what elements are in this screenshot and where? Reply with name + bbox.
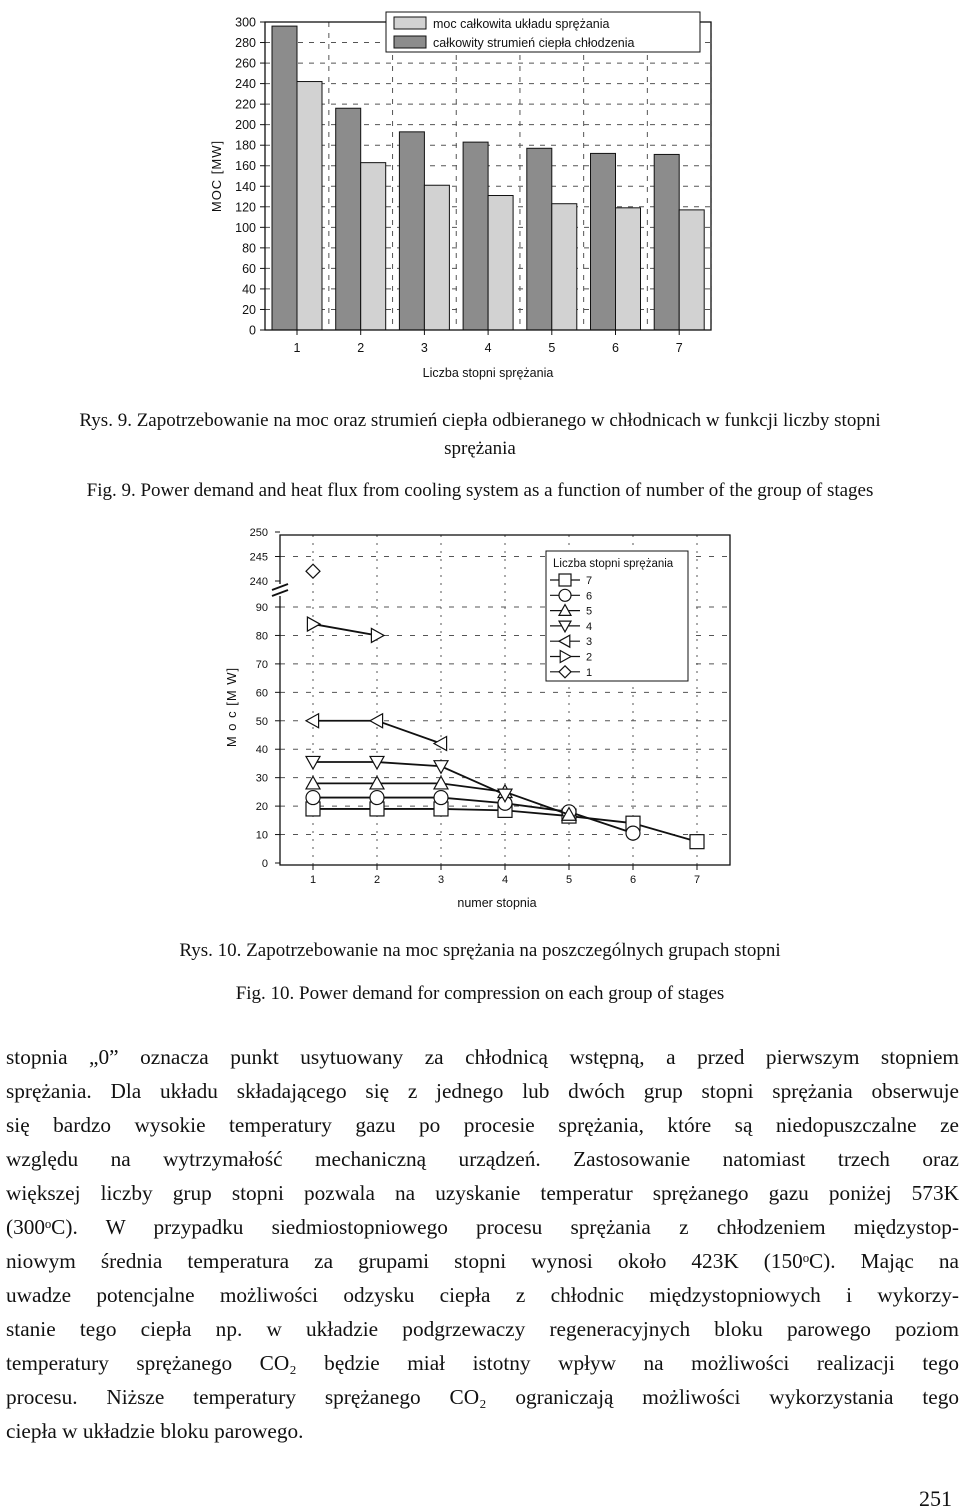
bar [361,163,386,330]
legend-label: 1 [586,666,593,679]
legend-title: Liczba stopni sprężania [553,558,674,570]
x-tick-label: 2 [357,341,365,355]
series-3 [306,714,447,751]
y-tick-label: 120 [235,200,256,215]
y-tick-label: 90 [255,602,268,614]
legend-label: 2 [586,651,593,664]
marker-circle [306,791,320,805]
bar [616,208,641,330]
marker-triangle-left [434,737,447,751]
y-tick-label: 30 [255,772,268,785]
y-tick-label: 70 [255,658,268,671]
y-tick-label: 20 [242,302,256,317]
bar [552,204,577,330]
legend-label: 4 [586,620,593,633]
marker-triangle-down [434,761,448,774]
bar [424,185,449,330]
series-6 [306,791,640,841]
x-tick-label: 4 [484,341,492,355]
body-line: ciepła w układzie bloku parowego. [6,1419,304,1443]
marker-triangle-left [306,714,319,728]
marker-square [559,574,571,586]
figure-10-caption-en: Fig. 10. Power demand for compression on each group of stages [235,983,725,1004]
y-tick-label: 140 [235,179,256,194]
y-tick-label: 40 [242,282,256,297]
x-tick-label: 5 [565,874,573,886]
x-tick-label: 7 [675,341,683,355]
marker-diamond [306,564,320,578]
y-tick-label: 220 [235,97,256,112]
marker-triangle-right [371,628,384,642]
body-line: większej liczby grup stopni pozwala na uzyskanie temperatur sprężanego gazu poniżej 573K [6,1181,959,1205]
x-tick-label: 3 [437,874,445,886]
y-tick-label: 20 [255,801,268,814]
y-tick-label: 160 [235,159,256,174]
x-axis-title: Liczba stopni sprężania [422,366,554,380]
y-tick-label: 100 [235,220,256,235]
series-2 [307,617,384,642]
series-line [313,762,505,795]
bar [488,196,513,330]
y-tick-label: 180 [235,138,256,153]
body-paragraph [6,1040,959,1448]
body-line: niowym średnia temperatura za grupami stopni wynosi około 423K (150ᵒC). Mając na [6,1249,959,1273]
body-line: temperatury sprężanego CO₂ będzie miał istotny wpływ na możliwości realizacji tego [6,1351,959,1375]
bar [591,153,616,330]
bar [679,210,704,330]
legend-label: 6 [586,590,593,603]
body-line: (300ᵒC). W przypadku siedmiostopniowego procesu sprężania z chłodzeniem międzystop- [6,1215,959,1239]
y-tick-label: 280 [235,36,256,51]
y-tick-label: 80 [242,241,256,256]
y-tick-label: 240 [235,77,256,92]
x-tick-label: 1 [309,874,317,886]
marker-circle [559,589,571,601]
y-tick-label: 0 [249,323,256,338]
bar [336,108,361,330]
x-tick-label: 3 [420,341,428,355]
bar [399,132,424,330]
y-tick-label: 250 [249,527,268,539]
y-tick-label: 40 [255,744,268,757]
y-tick-label: 80 [255,630,268,643]
y-axis-title: M o c [M W] [224,666,239,748]
x-tick-label: 4 [501,874,509,886]
y-tick-label: 10 [255,829,268,842]
marker-circle [370,791,384,805]
bar-chart-power-demand [0,0,960,400]
x-tick-label: 6 [612,341,619,355]
legend [546,551,688,681]
y-tick-label: 60 [255,687,268,700]
figure-9-caption-pl-line2: sprężania [444,438,516,459]
marker-circle [626,826,640,840]
bar [297,82,322,330]
bar [654,154,679,330]
marker-square [690,835,704,849]
series-line [313,798,633,834]
x-axis-title: numer stopnia [457,896,537,910]
body-line: procesu. Niższe temperatury sprężanego CO₂ ograniczają możliwości wykorzystania tego [6,1385,959,1409]
body-line: uwadze potencjalne możliwości odzysku ciepła z chłodnic międzystopniowych i wykorzy- [6,1283,959,1307]
legend-label: całkowity strumień ciepła chłodzenia [433,36,635,50]
series-1 [306,564,320,578]
figure-9-caption-en: Fig. 9. Power demand and heat flux from cooling system as a function of number of the group of stages [86,480,874,501]
series-line [313,624,377,635]
y-tick-label: 300 [235,15,256,30]
y-tick-label: 60 [242,261,256,276]
legend-swatch [394,36,426,48]
marker-triangle-left [370,714,383,728]
legend-label: 3 [586,636,593,649]
x-tick-label: 1 [293,341,301,355]
y-tick-label: 240 [249,576,268,588]
body-line: się bardzo wysokie temperatury gazu po procesie sprężania, które są niedopuszczalne ze [6,1113,959,1137]
line-chart-stage-power [0,515,960,935]
y-tick-label: 0 [261,858,268,870]
x-tick-label: 7 [693,874,701,886]
bar [527,148,552,330]
x-tick-label: 2 [373,874,381,886]
body-line: względu na wytrzymałość mechaniczną urządzeń. Zastosowanie natomiast trzech oraz [6,1147,959,1171]
y-tick-label: 260 [235,56,256,71]
legend-label: moc całkowita układu sprężania [433,17,610,31]
x-tick-label: 5 [548,341,556,355]
body-line: stanie tego ciepła np. w układzie podgrzewaczy regeneracyjnych bloku parowego poziom [6,1317,959,1341]
legend-swatch [394,17,426,29]
page-number: 251 [919,1486,952,1511]
series-4 [306,756,512,801]
y-axis-title: MOC [MW] [209,139,224,213]
y-tick-label: 50 [255,715,268,728]
marker-circle [434,791,448,805]
body-line: sprężania. Dla układu składającego się z jednego lub dwóch grup stopni sprężania obserwuje [6,1079,959,1103]
legend-label: 7 [586,575,593,587]
y-tick-label: 245 [249,551,268,564]
legend [386,12,700,52]
body-line: stopnia „0” oznacza punkt usytuowany za chłodnicą wstępną, a przed pierwszym stopniem [6,1045,959,1069]
figure-10-caption-pl: Rys. 10. Zapotrzebowanie na moc sprężania na poszczególnych grupach stopni [179,940,781,961]
y-tick-label: 200 [235,118,256,133]
marker-triangle-right [307,617,320,631]
figure-9-caption-pl-line1: Rys. 9. Zapotrzebowanie na moc oraz strumień ciepła odbieranego w chłodnicach w funkcji liczby stopni [79,410,881,431]
legend-label: 5 [586,605,593,618]
bar [272,26,297,330]
bar [463,142,488,330]
x-tick-label: 6 [629,874,637,886]
